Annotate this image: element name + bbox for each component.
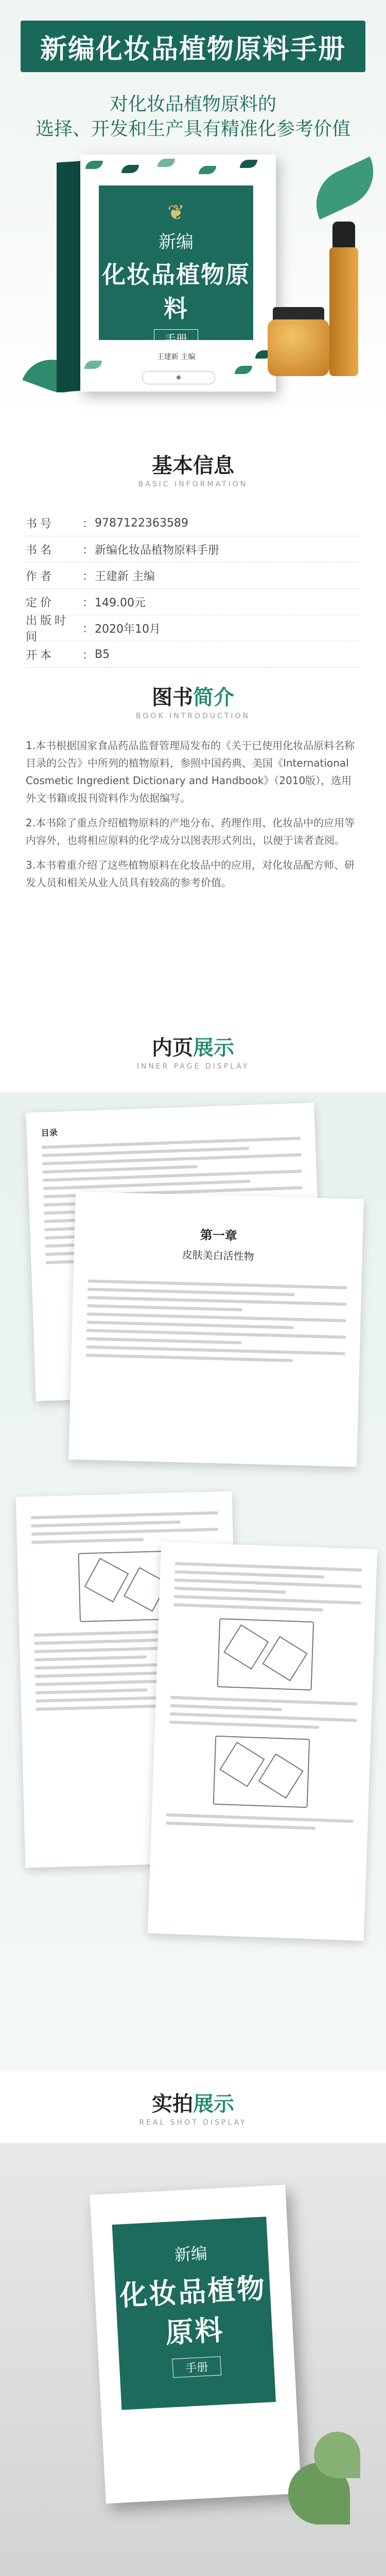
photo-book-title: 化妆品植物原料: [118, 2272, 267, 2349]
chapter-number: 第一章: [200, 1228, 238, 1243]
inner-title-highlight: 展示: [193, 1036, 234, 1060]
inner-title: [0, 1036, 386, 1060]
info-separator: ：: [82, 649, 94, 662]
info-value: B5: [95, 648, 110, 661]
intro-title-main: 图书: [152, 686, 193, 709]
dropper-bottle-icon: [329, 247, 358, 376]
photo-book-title-tail: 手册: [172, 2357, 221, 2378]
cover-subtitle: 新编: [159, 232, 194, 252]
intro-heading: [0, 685, 386, 726]
info-key: 作者: [26, 570, 55, 583]
basic-info-heading: [0, 453, 386, 495]
toc-header: 目录: [41, 1127, 58, 1138]
text-line: [166, 1822, 315, 1830]
text-line: [87, 1279, 347, 1289]
text-line: [173, 1603, 323, 1612]
inner-title-en: INNER PAGE DISPLAY: [136, 1062, 250, 1071]
info-key: 出版时间: [26, 615, 69, 643]
basic-info-title-en: BASIC INFORMATION: [138, 480, 248, 488]
info-row-pubdate: [26, 615, 360, 641]
inner-heading: [0, 1036, 386, 1077]
text-line: [87, 1296, 346, 1306]
photo-book-subtitle: 新编: [173, 2243, 208, 2265]
text-line: [87, 1312, 346, 1322]
text-line: [174, 1570, 324, 1579]
intro-paragraph-2: 2.本书除了重点介绍植物原料的产地分布、药理作用、化妆品中的应用等内容外，也将相应原料的化学成分以图表形式列出，以便于读者查阅。: [26, 817, 355, 846]
text-line: [86, 1345, 345, 1355]
cover-title-tail: 手册: [154, 329, 198, 348]
real-title-en: REAL SHOT DISPLAY: [139, 2119, 247, 2127]
text-line: [175, 1562, 362, 1572]
info-row-title: [26, 536, 360, 563]
info-value: 2020年10月: [95, 622, 161, 636]
tagline-line-1: 对化妆品植物原料的: [109, 94, 276, 115]
product-title-banner: 新编化妆品植物原料手册: [21, 21, 365, 72]
cover-plant-logo-icon: ❦: [167, 201, 185, 225]
leaf-pattern-icon: [240, 160, 257, 168]
text-line: [86, 1320, 294, 1329]
real-title-highlight: 展示: [193, 2092, 234, 2116]
cover-author-text: 王建新 主编: [156, 353, 196, 361]
real-title: [0, 2092, 386, 2116]
info-value: 9787122363589: [95, 516, 188, 530]
info-row-format: [26, 641, 360, 668]
info-value: 149.00元: [95, 596, 146, 609]
info-key: 书号: [26, 517, 55, 531]
real-heading: [0, 2092, 386, 2133]
info-value: 王建新 主编: [95, 570, 155, 583]
inner-pages-section: [0, 1092, 386, 2071]
info-separator: ：: [82, 517, 94, 531]
intro-title-highlight: 简介: [193, 686, 234, 709]
info-key: 定价: [26, 596, 55, 609]
hero-section: [0, 0, 386, 422]
text-line: [36, 1688, 148, 1694]
text-line: [166, 1814, 354, 1823]
info-key: 书名: [26, 544, 55, 557]
leaf-pattern-icon: [199, 166, 216, 174]
cover-author: [99, 346, 253, 367]
dropper-cap-icon: [332, 222, 355, 250]
info-value: 新编化妆品植物原料手册: [95, 544, 220, 557]
text-line: [31, 1538, 144, 1544]
text-line: [174, 1595, 361, 1605]
chapter-title: 皮肤美白活性物: [182, 1248, 255, 1263]
info-row-author: [26, 563, 360, 589]
leaf-pattern-icon: [85, 161, 103, 169]
intro-title: [0, 685, 386, 710]
text-line: [86, 1353, 293, 1362]
info-key: 开本: [26, 649, 55, 662]
book-cover-3d: [57, 155, 283, 397]
leaf-pattern-icon: [235, 366, 252, 374]
text-line: [31, 1528, 218, 1536]
text-line: [169, 1721, 319, 1729]
leaf-pattern-icon: [121, 165, 139, 173]
tagline-line-2: 选择、开发和生产具有精准化参考价值: [35, 118, 350, 140]
inner-title-main: 内页: [152, 1036, 193, 1060]
text-line: [87, 1287, 295, 1296]
text-line: [31, 1511, 218, 1519]
real-photo-1: [0, 2143, 386, 2576]
text-line: [86, 1329, 346, 1338]
info-row-price: [26, 589, 360, 615]
cover-title: 化妆品植物原料: [102, 261, 250, 323]
text-line: [170, 1713, 357, 1722]
text-line: [174, 1587, 286, 1594]
publisher-logo-icon: ❋: [142, 371, 215, 384]
text-line: [34, 1655, 147, 1662]
text-line: [42, 1137, 301, 1149]
cosmetic-jar-icon: [268, 319, 329, 376]
intro-paragraph-1: 1.本书根据国家食品药品监督管理局发布的《关于已使用化妆品原料名称目录的公告》中所列的植物原料，参照中国药典、美国《International Cosmetic Ingredient Dictionary and Handbook》（2010版），选用外文书籍或报刊资料作为依据编写。: [26, 739, 355, 804]
basic-info-list: [26, 510, 360, 668]
book-spine: [57, 161, 81, 392]
info-separator: ：: [82, 544, 94, 557]
text-line: [42, 1165, 198, 1174]
info-separator: ：: [82, 622, 94, 636]
info-separator: ：: [82, 570, 94, 583]
book-front-cover: [80, 155, 276, 392]
photo-book-panel: [112, 2216, 276, 2410]
info-row-isbn: [26, 510, 360, 536]
text-line: [170, 1696, 358, 1706]
chemical-structure-icon: [213, 1736, 310, 1808]
text-line: [42, 1147, 249, 1157]
inner-page-chapter: [68, 1192, 363, 1467]
text-line: [174, 1579, 362, 1588]
intro-title-en: BOOK INTRODUCTION: [136, 712, 250, 720]
decorative-leaf-icon: [305, 157, 385, 220]
inner-page-chem-right: [148, 1542, 377, 1941]
plant-icon: [314, 2432, 360, 2478]
text-line: [170, 1704, 282, 1711]
real-title-main: 实拍: [152, 2092, 193, 2116]
text-line: [31, 1520, 181, 1528]
cover-title-panel: [99, 185, 253, 346]
intro-body: [26, 737, 360, 899]
leaf-pattern-icon: [157, 159, 175, 167]
chemical-structure-icon: [217, 1618, 314, 1690]
text-line: [87, 1304, 242, 1311]
basic-info-title: 基本信息: [152, 454, 234, 478]
photo-book-cover: [90, 2184, 302, 2503]
intro-paragraph-3: 3.本书着重介绍了这些植物原料在化妆品中的应用，对化妆品配方师、研发人员和相关从业人员具有较高的参考价值。: [26, 859, 355, 889]
text-line: [86, 1337, 241, 1344]
text-line: [43, 1180, 250, 1190]
info-separator: ：: [82, 596, 94, 609]
